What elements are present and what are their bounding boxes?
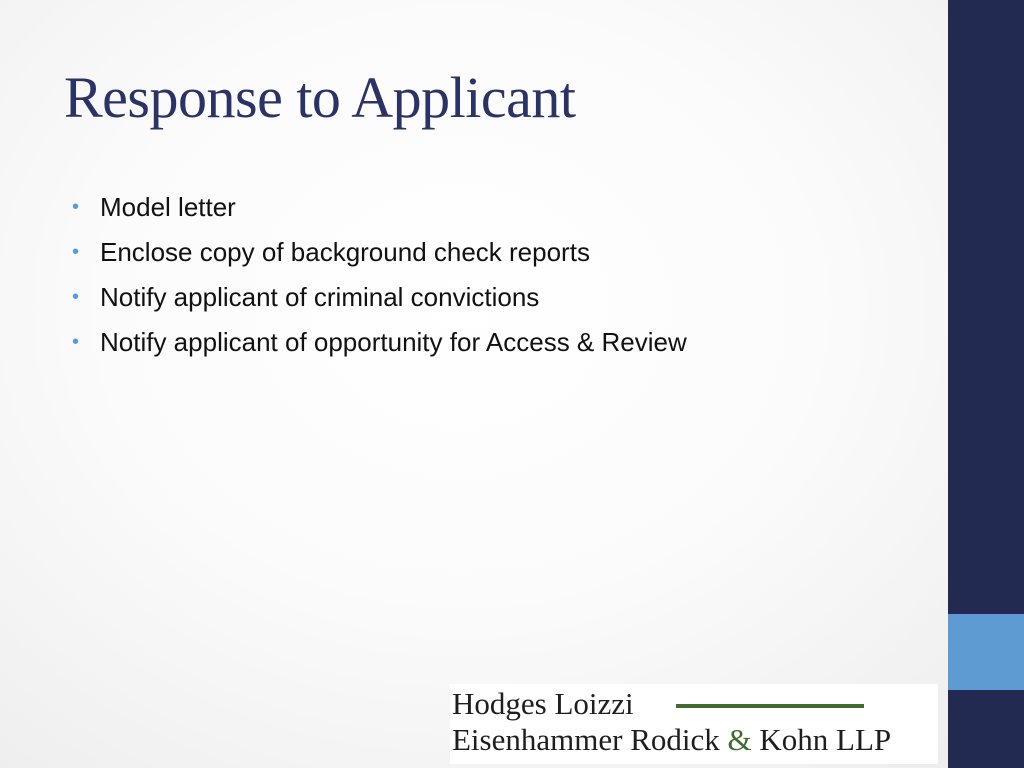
logo-text: Kohn LLP (751, 722, 892, 757)
bullet-dot-icon: • (72, 331, 80, 353)
logo-rule (676, 704, 864, 708)
bullet-dot-icon: • (72, 241, 80, 263)
bullet-item (72, 185, 687, 230)
bullet-item (72, 230, 687, 275)
firm-logo (450, 684, 938, 764)
bullet-dot-icon: • (72, 286, 80, 308)
bullet-dot-icon: • (72, 196, 80, 218)
logo-line-1: Hodges Loizzi (452, 686, 634, 721)
slide-title: Response to Applicant (64, 65, 576, 130)
bullet-text: Notify applicant of criminal convictions (100, 282, 540, 312)
logo-line-2 (452, 720, 891, 760)
bullet-text: Model letter (100, 192, 236, 222)
bullet-item (72, 275, 687, 320)
sidebar-accent-block (948, 614, 1024, 690)
bullet-text: Enclose copy of background check reports (100, 237, 590, 267)
logo-text: Eisenhammer Rodick (452, 722, 728, 757)
bullet-text: Notify applicant of opportunity for Access & Review (100, 327, 687, 357)
logo-ampersand: & (727, 722, 752, 757)
bullet-list (72, 185, 687, 365)
bullet-item (72, 320, 687, 365)
